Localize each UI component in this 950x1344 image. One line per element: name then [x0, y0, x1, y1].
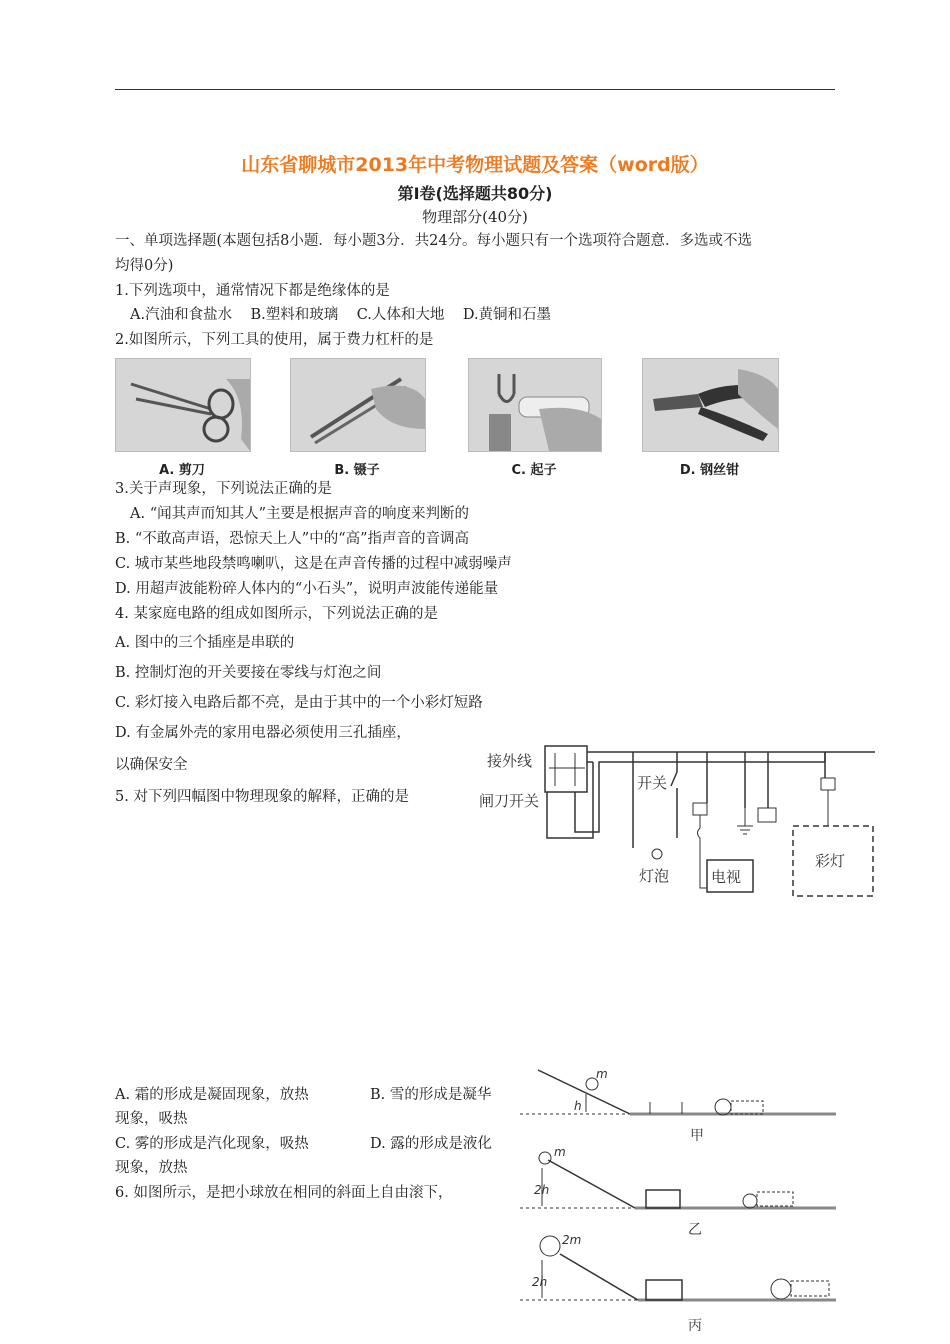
q1-stem: 1.下列选项中，通常情况下都是绝缘体的是	[115, 283, 390, 299]
q5-option-d-line1: D. 露的形成是液化	[370, 1136, 492, 1152]
q3-option-a: A. “闻其声而知其人”主要是根据声音的响度来判断的	[130, 506, 470, 522]
q5-stem: 5. 对下列四幅图中物理现象的解释，正确的是	[115, 789, 409, 805]
fig-a-mass: m	[596, 1068, 608, 1081]
q5-option-d-line2: 现象，放热	[115, 1160, 188, 1176]
tool-caption-c: C. 起子	[511, 463, 557, 478]
knife-switch-label: 闸刀开关	[479, 792, 540, 810]
incline-figure-a	[520, 1068, 836, 1144]
fig-c-label: 丙	[688, 1318, 702, 1334]
ball-icon	[539, 1152, 551, 1164]
bottle-opener-icon	[469, 359, 601, 451]
tweezers-icon	[291, 359, 425, 451]
part-title: 物理部分(40分)	[422, 208, 528, 226]
lights-label: 彩灯	[815, 852, 846, 870]
intro-line-1: 一、单项选择题(本题包括8小题．每小题3分．共24分。每小题只有一个选项符合题意．多选或不选	[115, 233, 753, 249]
header-rule	[115, 89, 835, 90]
q5-option-b-line1: B. 雪的形成是凝华	[370, 1087, 492, 1103]
q6-stem: 6. 如图所示，是把小球放在相同的斜面上自由滚下，	[115, 1185, 453, 1201]
q4-option-c: C. 彩灯接入电路后都不亮，是由于其中的一个小彩灯短路	[115, 695, 483, 711]
page-title: 山东省聊城市2013年中考物理试题及答案（word版）	[241, 154, 709, 176]
fig-b-height: 2h	[534, 1183, 550, 1197]
tool-caption-b: B. 镊子	[334, 463, 380, 478]
q5-option-c: C. 雾的形成是汽化现象，吸热	[115, 1136, 309, 1152]
bulb-label: 灯泡	[639, 867, 670, 885]
incline-figures	[520, 1068, 838, 1340]
switch-label: 开关	[637, 774, 668, 792]
fig-b-mass: m	[554, 1145, 566, 1159]
three-hole-socket-icon	[758, 808, 776, 822]
scissors-icon	[116, 359, 250, 451]
switch-icon	[671, 772, 677, 786]
bulb-icon	[652, 849, 662, 859]
fig-a-label: 甲	[690, 1128, 704, 1144]
q4-stem: 4. 某家庭电路的组成如图所示，下列说法正确的是	[115, 606, 438, 622]
socket-1-icon	[693, 803, 707, 815]
ball-icon	[540, 1236, 560, 1256]
q4-option-b: B. 控制灯泡的开关要接在零线与灯泡之间	[115, 665, 382, 681]
q3-option-c: C. 城市某些地段禁鸣喇叭，这是在声音传播的过程中减弱噪声	[115, 556, 512, 572]
q3-option-b: B. “不敢高声语，恐惊天上人”中的“高”指声音的音调高	[115, 531, 470, 547]
q4-option-a: A. 图中的三个插座是串联的	[115, 635, 295, 651]
q3-option-d: D. 用超声波能粉碎人体内的“小石头”，说明声波能传递能量	[115, 581, 499, 597]
fig-a-height: h	[574, 1099, 582, 1113]
q5-option-a: A. 霜的形成是凝固现象，放热	[115, 1087, 309, 1103]
intro-line-2: 均得0分)	[115, 258, 174, 274]
q4-option-d-line1: D. 有金属外壳的家用电器必须使用三孔插座，	[115, 725, 411, 741]
q4-option-d-line2: 以确保安全	[115, 757, 188, 773]
fig-c-height: 2h	[532, 1275, 548, 1289]
bottle-opener-photo	[468, 358, 602, 452]
incoming-line-label: 接外线	[487, 752, 533, 770]
pliers-photo	[642, 358, 779, 452]
incline-figure-b	[520, 1145, 836, 1238]
tool-caption-a: A. 剪刀	[159, 463, 205, 478]
q5-option-b-line2: 现象，吸热	[115, 1111, 188, 1127]
scissors-photo	[115, 358, 251, 452]
q3-stem: 3.关于声现象，下列说法正确的是	[115, 481, 332, 497]
incline-figure-c	[520, 1233, 836, 1334]
pliers-icon	[643, 359, 778, 451]
fig-c-mass: 2m	[562, 1233, 582, 1247]
socket-2-icon	[821, 778, 835, 790]
q2-stem: 2.如图所示，下列工具的使用，属于费力杠杆的是	[115, 332, 434, 348]
knife-switch-icon	[545, 746, 587, 792]
tool-caption-d: D. 钢丝钳	[679, 463, 740, 478]
section-title: 第Ⅰ卷(选择题共80分)	[397, 184, 553, 203]
tv-label: 电视	[711, 868, 742, 886]
fig-b-label: 乙	[688, 1222, 702, 1238]
tweezers-photo	[290, 358, 426, 452]
household-circuit-diagram	[475, 738, 885, 910]
q1-options: A.汽油和食盐水 B.塑料和玻璃 C.人体和大地 D.黄铜和石墨	[130, 307, 552, 323]
